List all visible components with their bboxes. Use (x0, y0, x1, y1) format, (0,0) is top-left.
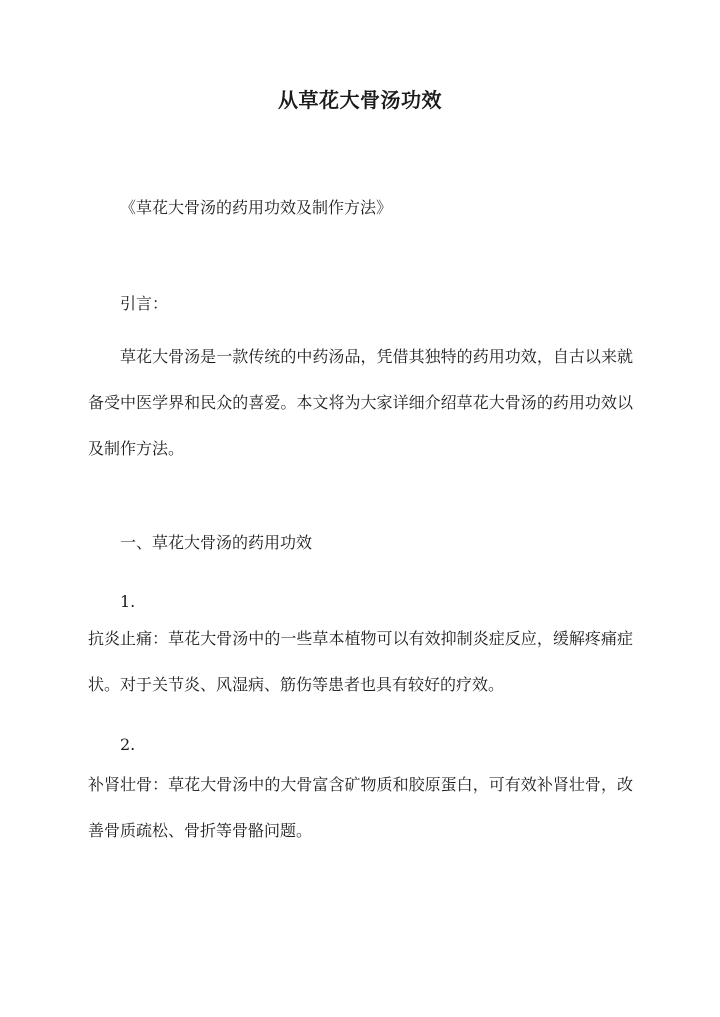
document-title: 从草花大骨汤功效 (278, 88, 442, 112)
item-text-2: 补肾壮骨：草花大骨汤中的大骨富含矿物质和胶原蛋白，可有效补肾壮骨，改善骨质疏松、骨折等骨骼问题。 (88, 775, 633, 840)
intro-heading: 引言： (120, 294, 169, 313)
item-number-2: 2. (120, 735, 136, 754)
document-subtitle: 《草花大骨汤的药用功效及制作方法》 (120, 198, 393, 217)
intro-paragraph: 草花大骨汤是一款传统的中药汤品，凭借其独特的药用功效，自古以来就备受中医学界和民众的喜爱。本文将为大家详细介绍草花大骨汤的药用功效以及制作方法。 (88, 347, 633, 458)
item-number-1: 1. (120, 592, 136, 611)
item-text-1: 抗炎止痛：草花大骨汤中的一些草本植物可以有效抑制炎症反应，缓解疼痛症状。对于关节炎、风湿病、筋伤等患者也具有较好的疗效。 (88, 629, 633, 694)
section-heading: 一、草花大骨汤的药用功效 (120, 533, 313, 552)
